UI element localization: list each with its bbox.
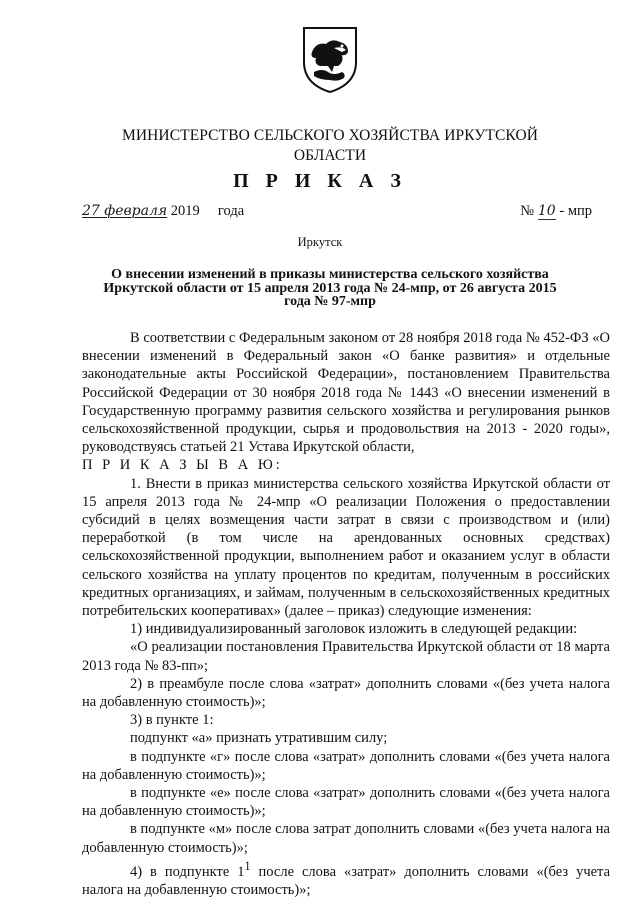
coat-of-arms-icon [298,22,362,96]
ministry-name [120,126,540,166]
heading-line3: года № 97-мпр [284,294,376,309]
ministry-name-line2: ОБЛАСТИ [293,147,367,164]
order-year: 2019 [170,203,200,219]
ministry-name-line1: МИНИСТЕРСТВО СЕЛЬСКОГО ХОЗЯЙСТВА ИРКУТСКОЙ [121,127,539,144]
subitem-4 [82,857,610,899]
order-number [520,203,592,220]
subitem-4-prefix: 4) в подпункте 1 [130,863,245,880]
heading-line2: Иркутской области от 15 апреля 2013 года № 24-мпр, от 26 августа 2015 [103,280,557,296]
subitem-2: 2) в преамбуле после слова «затрат» дополнить словами «(без учета налога на добавленную стоимость)»; [82,675,610,711]
order-number-suffix: - мпр [559,203,592,219]
handwritten-number: 10 [537,203,556,219]
heading-line1: О внесении изменений в приказы министерства сельского хозяйства [111,267,549,282]
handwritten-date: 27 февраля [82,203,168,219]
city: Иркутск [297,235,343,249]
subitem-3-e: в подпункте «е» после слова «затрат» дополнить словами «(без учета налога на добавленную стоимость)»; [82,785,610,820]
subitem-4-text: после слова «затрат» дополнить словами «(без учета налога на добавленную стоимость)»; [82,863,610,898]
subitem-3-m: в подпункте «м» после слова затрат дополнить словами «(без учета налога на добавленную стоимость)»; [82,821,610,856]
order-number-prefix: № [520,203,535,219]
order-date [82,203,244,220]
document-heading [90,268,570,309]
document-body [82,329,610,899]
order-year-suffix: года [217,203,245,219]
subitem-3: 3) в пункте 1: [130,712,214,729]
subitem-3-a: подпункт «а» признать утратившим силу; [130,730,388,747]
preamble-paragraph: В соответствии с Федеральным законом от 28 ноября 2018 года № 452-ФЗ «О внесении изменений в Федеральный закон «О банке развития» и отдельные законодательные акты Российской Федерации», постановлением Правительства Российской Федерации от 30 ноября 2018 года № 1443 «О внесении изменений в Государственную программу развития сельского хозяйства и регулирования рынков сельскохозяйственной продукции, сырья и продовольствия на 2013 - 2020 годы», руководствуясь статьей 21 Устава Иркутской области, [82,330,610,456]
subitem-3-g: в подпункте «г» после слова «затрат» дополнить словами «(без учета налога на добавленную стоимость)»; [82,748,610,783]
subitem-1-text: «О реализации постановления Правительства Иркутской области от 18 марта 2013 года № 83-пп»; [82,639,610,674]
prikazyvayu-heading: П Р И К А З Ы В А Ю: [82,457,283,474]
subitem-1: 1) индивидуализированный заголовок изложить в следующей редакции: [130,621,578,638]
item-1-paragraph: 1. Внести в приказ министерства сельского хозяйства Иркутской области от 15 апреля 2013 года № 24-мпр «О реализации Положения о предоставлении субсидий в целях возмещения части затрат в связи с производством и (или) переработкой (в том числе на арендованных основных средствах) сельскохозяйственной продукции, выполнением работ и оказанием услуг в области сельского хозяйства на уплату процентов по кредитам, полученным в российских кредитных организациях, и займам, полученным в сельскохозяйственных кредитных потребительских кооперативах» (далее – приказ) следующие изменения: [82,475,610,620]
order-date-number-row [82,203,592,225]
subitem-4-superscript: 1 [244,858,251,873]
order-title: П Р И К А З [233,170,407,192]
